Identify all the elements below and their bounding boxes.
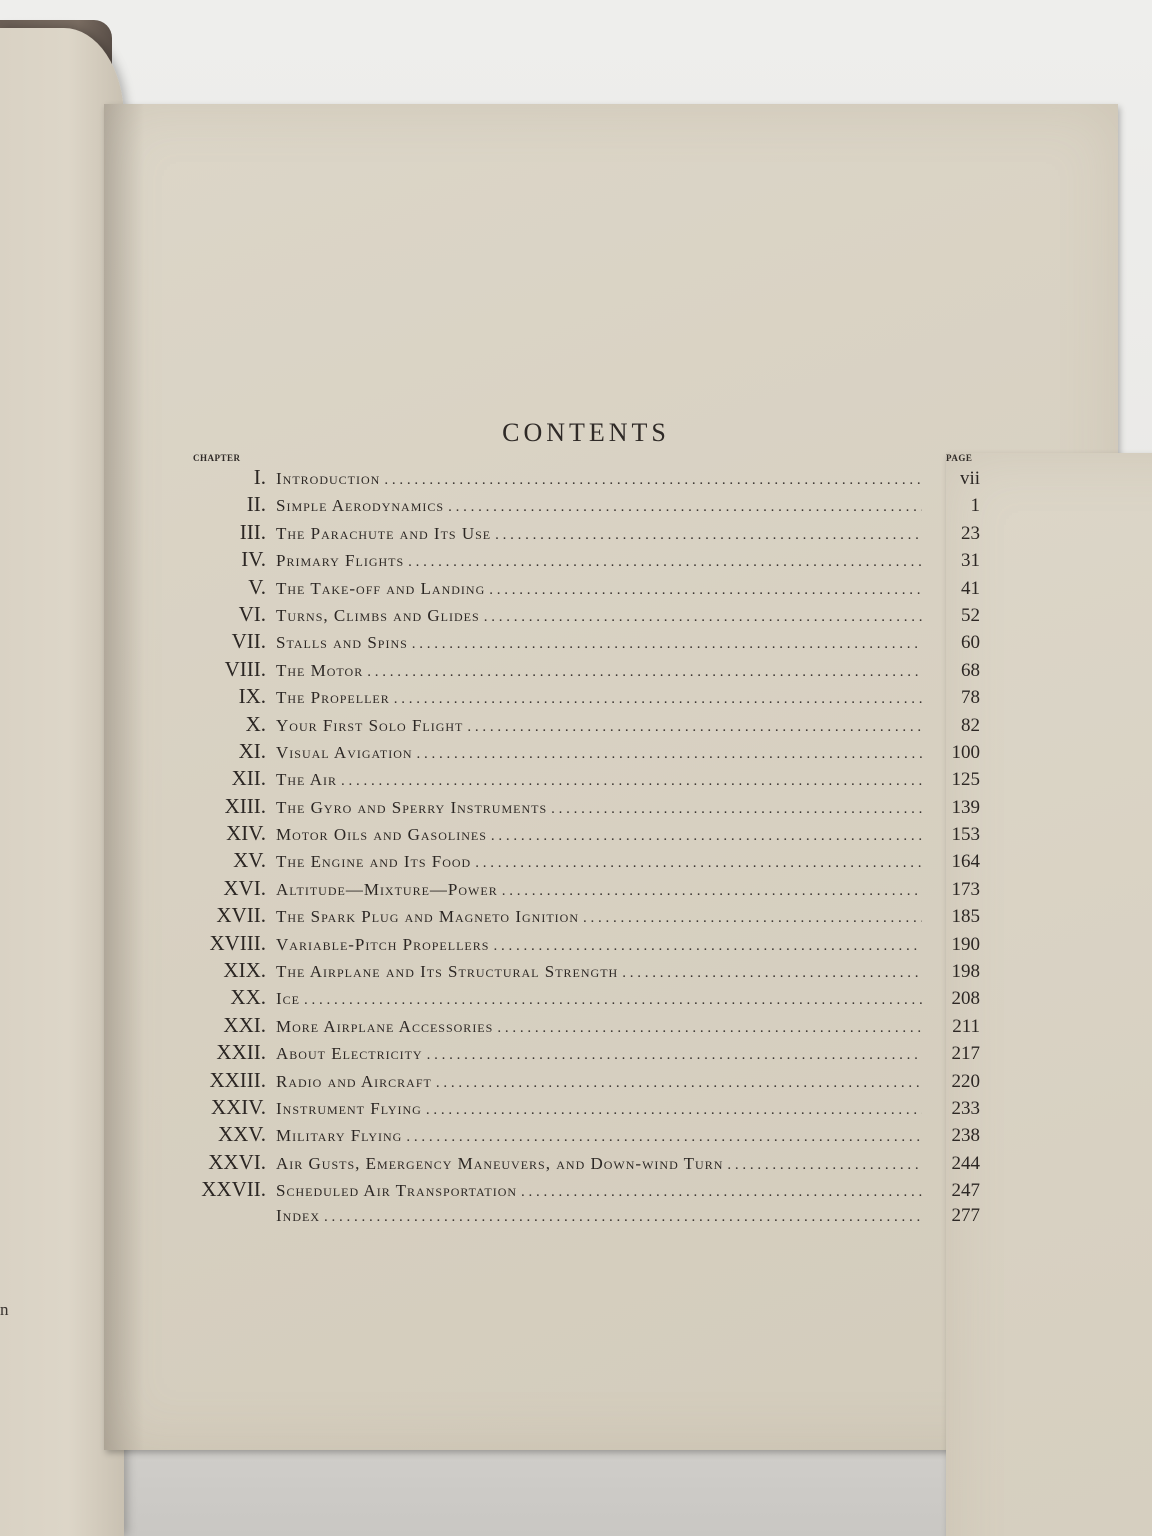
entry-title-wrap xyxy=(276,770,922,790)
page-number: 217 xyxy=(951,1043,980,1065)
toc-entry xyxy=(180,876,980,903)
entry-title-wrap xyxy=(276,633,922,653)
page-number: 208 xyxy=(951,988,980,1010)
chapter-title: The Take-off and Landing xyxy=(276,578,486,598)
chapter-number: VI. xyxy=(238,601,266,626)
toc-entry xyxy=(180,848,980,875)
leader-dots xyxy=(448,499,922,516)
chapter-number: IV. xyxy=(241,547,266,572)
entry-title-wrap xyxy=(276,579,922,599)
chapter-title: The Airplane and Its Structural Strength xyxy=(276,962,619,982)
page-number: 233 xyxy=(951,1097,980,1119)
chapter-number: XII. xyxy=(231,766,266,791)
entry-title-wrap xyxy=(276,907,922,927)
chapter-title: The Motor xyxy=(276,660,364,680)
page-number: 247 xyxy=(951,1180,980,1202)
chapter-number: XXV. xyxy=(217,1122,266,1147)
entry-title-wrap xyxy=(276,606,922,626)
chapter-number: V. xyxy=(248,574,266,599)
chapter-number: III. xyxy=(239,519,266,544)
chapter-column-header: CHAPTER xyxy=(193,453,241,463)
chapter-title: Radio and Aircraft xyxy=(276,1071,432,1091)
entry-title-wrap xyxy=(276,962,922,982)
toc-entry xyxy=(180,739,980,766)
entry-title-wrap xyxy=(276,880,922,900)
toc-entry xyxy=(180,794,980,821)
chapter-number: XXIV. xyxy=(210,1094,266,1119)
toc-entry xyxy=(180,629,980,656)
entry-title-wrap xyxy=(276,688,922,708)
chapter-title: Index xyxy=(276,1205,320,1225)
chapter-title: The Air xyxy=(276,770,337,790)
chapter-number: XI. xyxy=(238,738,266,763)
entry-title-wrap xyxy=(276,1017,922,1037)
chapter-title: Variable-Pitch Propellers xyxy=(276,934,490,954)
leader-dots xyxy=(427,1047,922,1064)
page-number: 185 xyxy=(951,906,980,928)
chapter-title: Instrument Flying xyxy=(276,1098,422,1118)
page-number: 68 xyxy=(961,659,980,681)
chapter-title: Primary Flights xyxy=(276,551,405,571)
spine-shadow xyxy=(104,104,144,1450)
chapter-title: Turns, Climbs and Glides xyxy=(276,605,480,625)
chapter-number: XXII. xyxy=(216,1040,266,1065)
page-number: 238 xyxy=(951,1125,980,1147)
chapter-title: Scheduled Air Transportation xyxy=(276,1181,518,1201)
chapter-title: More Airplane Accessories xyxy=(276,1016,494,1036)
page-number: 244 xyxy=(951,1152,980,1174)
page-number: 198 xyxy=(951,961,980,983)
toc-entry xyxy=(180,1013,980,1040)
page-number: 1 xyxy=(970,495,980,517)
table-of-contents xyxy=(180,465,980,1232)
leader-dots xyxy=(583,910,922,927)
page-number: 164 xyxy=(951,851,980,873)
toc-entry xyxy=(180,465,980,492)
page-title: CONTENTS xyxy=(502,418,670,447)
leader-dots xyxy=(394,691,922,708)
chapter-number: IX. xyxy=(238,684,266,709)
entry-title-wrap xyxy=(276,989,922,1009)
entry-title-wrap xyxy=(276,1044,922,1064)
entry-title-wrap xyxy=(276,825,922,845)
chapter-number: II. xyxy=(246,492,266,517)
chapter-number: XVII. xyxy=(216,903,266,928)
entry-title-wrap xyxy=(276,496,922,516)
toc-entry xyxy=(180,520,980,547)
leader-dots xyxy=(489,582,922,599)
chapter-number: XXI. xyxy=(223,1012,266,1037)
toc-entry xyxy=(180,492,980,519)
toc-entry xyxy=(180,821,980,848)
entry-title-wrap xyxy=(276,935,922,955)
page-number: vii xyxy=(959,468,980,489)
page-number: 211 xyxy=(952,1015,980,1037)
entry-title-wrap xyxy=(276,1126,922,1146)
entry-title-wrap xyxy=(276,798,922,818)
entry-title-wrap xyxy=(276,661,922,681)
page-number: 125 xyxy=(951,769,980,791)
chapter-number: XVIII. xyxy=(209,930,266,955)
leader-dots xyxy=(484,609,922,626)
leader-dots xyxy=(467,719,922,736)
entry-title-wrap xyxy=(276,1181,922,1201)
entry-title-wrap xyxy=(276,1099,922,1119)
toc-entry xyxy=(180,985,980,1012)
leader-dots xyxy=(521,1184,922,1201)
facing-page-stray-text: n xyxy=(0,1300,9,1319)
toc-entry xyxy=(180,575,980,602)
toc-entry xyxy=(180,547,980,574)
leader-dots xyxy=(475,855,922,872)
toc-entry xyxy=(180,903,980,930)
page-number: 277 xyxy=(951,1204,980,1226)
chapter-title: The Gyro and Sperry Instruments xyxy=(276,797,548,817)
chapter-number: XXVI. xyxy=(208,1149,266,1174)
entry-title-wrap xyxy=(276,852,922,872)
leader-dots xyxy=(412,636,922,653)
toc-entry xyxy=(180,1205,980,1232)
page-number: 78 xyxy=(961,687,980,709)
chapter-number: X. xyxy=(245,711,266,736)
chapter-title: Military Flying xyxy=(276,1126,403,1146)
toc-entry xyxy=(180,1040,980,1067)
chapter-title: Simple Aerodynamics xyxy=(276,496,445,516)
chapter-title: The Spark Plug and Magneto Ignition xyxy=(276,907,579,927)
chapter-number: XXIII. xyxy=(209,1067,266,1092)
page-number: 190 xyxy=(951,933,980,955)
leader-dots xyxy=(406,1129,922,1146)
toc-entry xyxy=(180,931,980,958)
leader-dots xyxy=(551,801,922,818)
chapter-number: XIII. xyxy=(224,793,266,818)
chapter-title: Introduction xyxy=(276,469,381,488)
page-number: 82 xyxy=(961,714,980,736)
leader-dots xyxy=(727,1157,922,1174)
page-number: 100 xyxy=(951,741,980,763)
chapter-number: XVI. xyxy=(223,875,266,900)
leader-dots xyxy=(491,828,922,845)
page-number: 173 xyxy=(951,878,980,900)
chapter-number: I. xyxy=(253,465,266,489)
chapter-title: Stalls and Spins xyxy=(276,633,408,653)
leader-dots xyxy=(304,992,922,1009)
entry-title-wrap xyxy=(276,743,922,763)
chapter-title: The Parachute and Its Use xyxy=(276,523,492,543)
chapter-title: Ice xyxy=(276,989,300,1009)
page-number: 41 xyxy=(961,577,980,599)
toc-entry xyxy=(180,766,980,793)
leader-dots xyxy=(436,1075,922,1092)
page-column-header: PAGE xyxy=(946,453,1152,1536)
page-number: 31 xyxy=(961,550,980,572)
leader-dots xyxy=(367,664,922,681)
leader-dots xyxy=(426,1102,922,1119)
toc-entry xyxy=(180,1095,980,1122)
chapter-number: VII. xyxy=(231,629,266,654)
leader-dots xyxy=(384,472,922,489)
chapter-number: XXVII. xyxy=(201,1177,266,1202)
chapter-number: XX. xyxy=(230,985,266,1010)
entry-title-wrap xyxy=(276,551,922,571)
page-number: 23 xyxy=(961,522,980,544)
page-number: 220 xyxy=(951,1070,980,1092)
toc-entry xyxy=(180,1068,980,1095)
leader-dots xyxy=(502,883,922,900)
chapter-title: Visual Avigation xyxy=(276,742,413,762)
chapter-number: XIX. xyxy=(223,958,266,983)
chapter-number: XIV. xyxy=(226,821,266,846)
toc-entry xyxy=(180,712,980,739)
toc-entry xyxy=(180,958,980,985)
chapter-title: Altitude—Mixture—Power xyxy=(276,879,498,899)
toc-entry xyxy=(180,1122,980,1149)
toc-entry xyxy=(180,657,980,684)
chapter-title: The Propeller xyxy=(276,688,390,708)
leader-dots xyxy=(417,746,922,763)
page-number: 52 xyxy=(961,604,980,626)
entry-title-wrap xyxy=(276,469,922,489)
entry-title-wrap xyxy=(276,524,922,544)
toc-entry xyxy=(180,1177,980,1204)
leader-dots xyxy=(493,938,922,955)
chapter-number: VIII. xyxy=(224,656,266,681)
entry-title-wrap xyxy=(276,1072,922,1092)
toc-entry xyxy=(180,1150,980,1177)
entry-title-wrap xyxy=(276,716,922,736)
entry-title-wrap xyxy=(276,1206,922,1226)
leader-dots xyxy=(341,773,922,790)
page-number: 153 xyxy=(951,824,980,846)
chapter-title: Air Gusts, Emergency Maneuvers, and Down-wind Turn xyxy=(276,1153,724,1173)
chapter-title: About Electricity xyxy=(276,1044,423,1064)
chapter-title: The Engine and Its Food xyxy=(276,852,472,872)
leader-dots xyxy=(408,554,922,571)
entry-title-wrap xyxy=(276,1154,922,1174)
chapter-title: Your First Solo Flight xyxy=(276,715,464,735)
page-number: 139 xyxy=(951,796,980,818)
chapter-title: Motor Oils and Gasolines xyxy=(276,825,487,845)
leader-dots xyxy=(495,527,922,544)
toc-entry xyxy=(180,684,980,711)
page-number: 60 xyxy=(961,632,980,654)
chapter-number: XV. xyxy=(233,848,266,873)
toc-entry xyxy=(180,602,980,629)
leader-dots xyxy=(324,1209,922,1226)
leader-dots xyxy=(622,965,922,982)
leader-dots xyxy=(497,1020,922,1037)
